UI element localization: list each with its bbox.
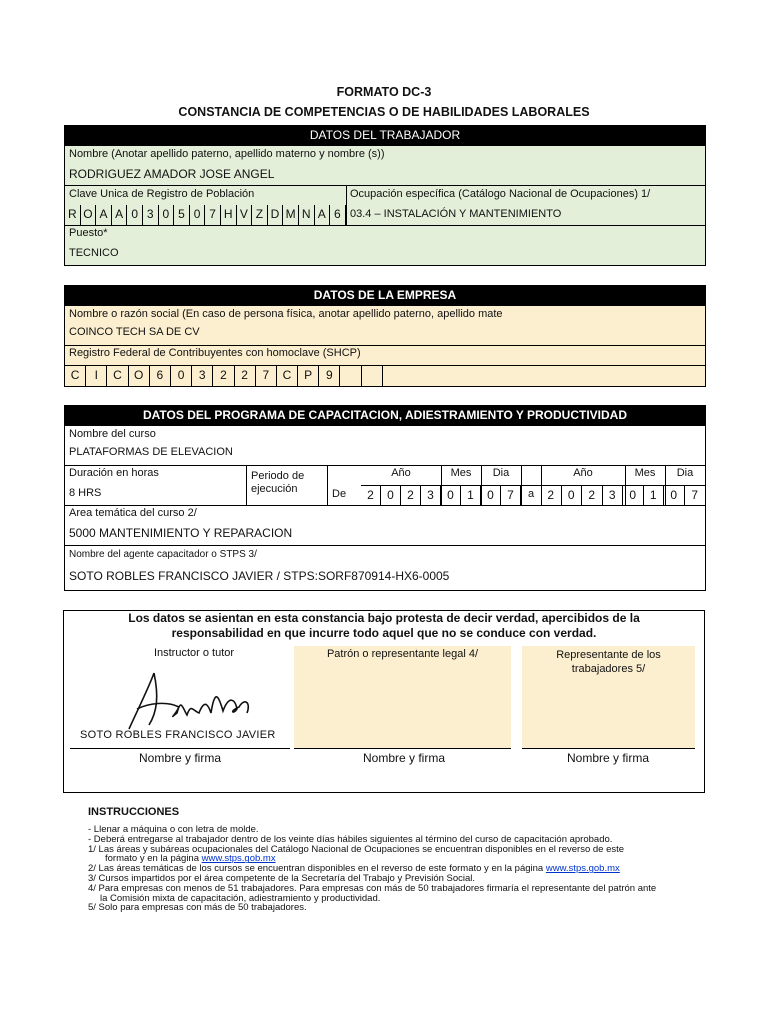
area-label: Area temática del curso 2/ [69, 507, 197, 519]
instruccion-line: 5/ Solo para empresas con más de 50 trabajadores. [88, 902, 307, 914]
curp-char-cell: V [237, 205, 253, 225]
curp-char-cell: D [268, 205, 284, 225]
hasta-digit-cell: 3 [603, 486, 624, 505]
firmas-section [63, 610, 705, 793]
a-label: a [527, 488, 535, 500]
instructor-name: SOTO ROBLES FRANCISCO JAVIER [80, 729, 276, 741]
rfc-char-cell: 6 [150, 366, 171, 386]
curp-char-cell: 7 [205, 205, 221, 225]
curp-char-cell: 0 [127, 205, 143, 225]
representante-label: Representante de los trabajadores 5/ [556, 649, 661, 675]
area-value: 5000 MANTENIMIENTO Y REPARACION [69, 526, 293, 540]
curp-char-cell: O [81, 205, 97, 225]
nombre-label: Nombre (Anotar apellido paterno, apellido materno y nombre (s)) [69, 148, 385, 160]
duracion-value: 8 HRS [69, 487, 102, 499]
puesto-label: Puesto* [69, 227, 108, 239]
desde-digit-cell: 7 [501, 486, 521, 505]
rfc-char-cell [362, 366, 383, 386]
empresa-header: DATOS DE LA EMPRESA [65, 286, 705, 306]
desde-digit-cell: 2 [361, 486, 381, 505]
formato-title: FORMATO DC-3 [336, 85, 432, 99]
trabajador-section [64, 125, 706, 266]
hasta-digit-cell: 0 [623, 486, 644, 505]
instruccion-line: 4/ Para empresas con menos de 51 trabajadores. Para empresas con más de 50 trabajadores firmaría el representante del patrón ante [88, 882, 657, 894]
duracion-label: Duración en horas [69, 467, 159, 479]
instruccion-line: 2/ Las áreas temáticas de los cursos se encuentran disponibles en el reverso de este formato y en la página www.stps.gob.mx [88, 863, 620, 875]
patron-box [294, 646, 511, 749]
curp-char-cell: 5 [174, 205, 190, 225]
periodo-label: Periodo de ejecución [251, 470, 305, 495]
empresa-section [64, 285, 706, 387]
curp-char-cell: R [65, 205, 81, 225]
ocupacion-value: 03.4 – INSTALACIÓN Y MANTENIMIENTO [350, 208, 562, 220]
rfc-char-cell: I [86, 366, 107, 386]
desde-dia-label: Dia [492, 467, 510, 479]
curp-char-cell: 0 [190, 205, 206, 225]
rfc-char-cell: 3 [192, 366, 213, 386]
instructor-firma-label: Nombre y firma [138, 751, 221, 765]
curp-char-cell: 0 [159, 205, 175, 225]
rfc-char-cell: P [298, 366, 319, 386]
de-label: De [332, 488, 347, 500]
desde-digit-cell: 0 [481, 486, 501, 505]
rfc-cells [65, 366, 383, 386]
curp-char-cell: A [315, 205, 331, 225]
puesto-value: TECNICO [69, 247, 119, 259]
declaracion-text: Los datos se asientan en esta constancia bajo protesta de decir verdad, apercibidos de la responsabilidad en que incurre todo aquel que no se conduce con verdad. [128, 611, 640, 640]
razon-value: COINCO TECH SA DE CV [69, 326, 200, 338]
stps-link-2[interactable]: www.stps.gob.mx [545, 863, 620, 875]
curp-label: Clave Unica de Registro de Población [69, 188, 255, 200]
desde-mes-label: Mes [450, 467, 472, 479]
representante-firma-label: Nombre y firma [566, 751, 649, 765]
rfc-char-cell: O [129, 366, 150, 386]
instruccion-line: 3/ Cursos impartidos por el área competente de la Secretaría del Trabajo y Previsión Social. [88, 872, 476, 884]
instruccion-line: - Deberá entregarse al trabajador dentro de los veinte días hábiles siguientes al término del curso de capacitación aprobado. [88, 833, 613, 845]
hasta-digit-cell: 0 [562, 486, 583, 505]
instruccion-line: 1/ Las áreas y subáreas ocupacionales del Catálogo Nacional de Ocupaciones se encuentran disponibles en el reverso de este [88, 843, 625, 855]
rfc-char-cell: C [107, 366, 128, 386]
desde-anio-label: Año [391, 467, 411, 479]
programa-section [64, 405, 706, 591]
rfc-char-cell: C [277, 366, 298, 386]
instructor-signature [119, 667, 269, 737]
agente-value: SOTO ROBLES FRANCISCO JAVIER / STPS:SORF870914-HX6-0005 [69, 569, 450, 583]
rfc-char-cell: 2 [235, 366, 256, 386]
desde-digit-cell: 0 [381, 486, 401, 505]
hasta-digit-cell: 7 [691, 488, 699, 502]
curp-char-cell: Z [252, 205, 268, 225]
rfc-char-cell: 0 [171, 366, 192, 386]
instrucciones-list [88, 825, 708, 913]
desde-digit-cell: 2 [401, 486, 421, 505]
rfc-char-cell [340, 366, 361, 386]
instruccion-line: - Llenar a máquina o con letra de molde. [88, 824, 259, 835]
hasta-digit-cell: 0 [664, 486, 685, 505]
curp-char-cell: M [283, 205, 299, 225]
curso-value: PLATAFORMAS DE ELEVACION [69, 446, 233, 458]
rfc-char-cell: 9 [319, 366, 340, 386]
rfc-label: Registro Federal de Contribuyentes con homoclave (SHCP) [69, 347, 361, 359]
hasta-cells [541, 486, 705, 505]
curso-label: Nombre del curso [69, 428, 156, 440]
curp-char-cell: N [299, 205, 315, 225]
rfc-char-cell: 2 [213, 366, 234, 386]
desde-cells [361, 486, 521, 505]
rfc-char-cell: 7 [256, 366, 277, 386]
ocupacion-label: Ocupación específica (Catálogo Nacional de Ocupaciones) 1/ [350, 188, 651, 200]
instruccion-line: la Comisión mixta de capacitación, adiestramiento y productividad. [100, 892, 381, 904]
hasta-digit-cell: 1 [644, 486, 665, 505]
agente-label: Nombre del agente capacitador o STPS 3/ [69, 549, 257, 560]
stps-link[interactable]: www.stps.gob.mx [201, 853, 276, 865]
patron-label: Patrón o representante legal 4/ [326, 648, 479, 660]
razon-label: Nombre o razón social (En caso de persona física, anotar apellido paterno, apellido mate [69, 308, 503, 320]
hasta-anio-label: Año [573, 467, 593, 479]
curp-char-cell: H [221, 205, 237, 225]
patron-firma-label: Nombre y firma [362, 751, 445, 765]
constancia-title: CONSTANCIA DE COMPETENCIAS O DE HABILIDADES LABORALES [178, 105, 590, 119]
curp-char-cell: 6 [330, 205, 346, 225]
hasta-dia-label: Dia [676, 467, 694, 479]
curp-char-cell: 3 [143, 205, 159, 225]
nombre-value: RODRIGUEZ AMADOR JOSE ANGEL [69, 167, 275, 181]
curp-char-cell: A [112, 205, 128, 225]
desde-digit-cell: 0 [441, 486, 461, 505]
rfc-char-cell: C [65, 366, 86, 386]
programa-header: DATOS DEL PROGRAMA DE CAPACITACION, ADIESTRAMIENTO Y PRODUCTIVIDAD [65, 406, 705, 426]
hasta-digit-cell: 2 [582, 486, 603, 505]
instruccion-line-cont: formato y en la página www.stps.gob.mx [105, 853, 276, 865]
trabajador-header: DATOS DEL TRABAJADOR [65, 126, 705, 146]
curp-cells [65, 205, 346, 225]
hasta-mes-label: Mes [634, 467, 656, 479]
curp-char-cell: A [96, 205, 112, 225]
instructor-label: Instructor o tutor [153, 647, 235, 659]
instrucciones-title: INSTRUCCIONES [88, 806, 180, 818]
hasta-digit-cell: 2 [541, 486, 562, 505]
desde-digit-cell: 3 [421, 486, 441, 505]
desde-digit-cell: 1 [461, 486, 481, 505]
